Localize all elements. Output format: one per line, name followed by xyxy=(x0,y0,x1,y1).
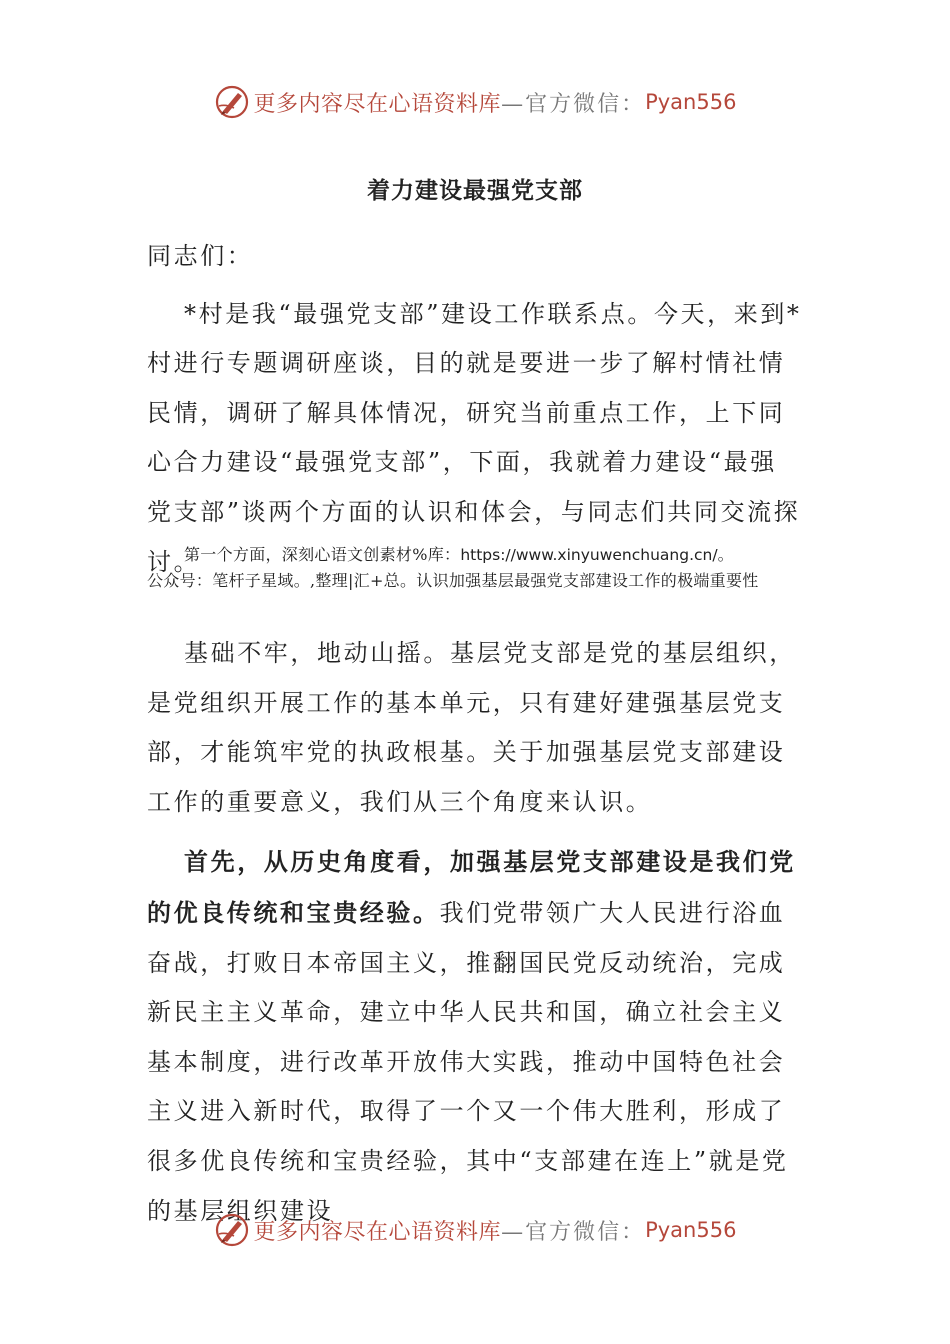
header-banner xyxy=(0,82,950,122)
document-body-top xyxy=(147,232,803,587)
banner-text-dash: —官方微信： xyxy=(501,1219,646,1245)
note-text-1: 第一个方面，深刻心语文创素材%库： xyxy=(184,545,461,564)
paragraph-3 xyxy=(147,837,803,1236)
banner-text-dash: —官方微信： xyxy=(501,91,646,117)
banner-wechat-id: Pyan556 xyxy=(645,1218,737,1242)
banner-text-main: 更多内容尽在心语资料库 xyxy=(253,1219,502,1245)
pen-logo-icon xyxy=(214,1212,250,1248)
note-text-2: 。 xyxy=(717,545,734,564)
banner-text-main: 更多内容尽在心语资料库 xyxy=(253,91,502,117)
banner-wechat-id: Pyan556 xyxy=(645,90,737,114)
paragraph-3-body: 我们党带领广大人民进行浴血奋战，打败日本帝国主义，推翻国民党反动统治，完成新民主主义革命，建立中华人民共和国，确立社会主义基本制度，进行改革开放伟大实践，推动中国特色社会主义进入新时代，取得了一个又一个伟大胜利，形成了很多优良传统和宝贵经验，其中“支部建在连上”就是党的基层组织建设 xyxy=(147,898,789,1225)
paragraph-2: 基础不牢，地动山摇。基层党支部是党的基层组织，是党组织开展工作的基本单元，只有建好建强基层党支部，才能筑牢党的执政根基。关于加强基层党支部建设工作的重要意义，我们从三个角度来认识。 xyxy=(147,639,796,816)
section-heading-note xyxy=(147,542,807,593)
note-line-1 xyxy=(147,542,807,568)
footer-banner xyxy=(0,1210,950,1250)
paragraph-3-lead: 首先，从历史角度看，加强基层党支部建设是我们党的优良传统和宝贵经验。 xyxy=(147,847,796,927)
salutation: 同志们： xyxy=(147,242,254,270)
pen-logo-icon xyxy=(214,84,250,120)
paragraph-1: *村是我“最强党支部”建设工作联系点。今天，来到*村进行专题调研座谈，目的就是要进一步了解村情社情民情，调研了解具体情况，研究当前重点工作，上下同心合力建设“最强党支部”，下面，我就着力建设“最强党支部”谈两个方面的认识和体会，与同志们共同交流探讨。 xyxy=(147,299,802,576)
document-title: 着力建设最强党支部 xyxy=(367,177,583,204)
document-body-bottom xyxy=(147,629,803,1236)
note-line-2: 公众号：笔杆子星域。,整理|汇+总。认识加强基层最强党支部建设工作的极端重要性 xyxy=(147,571,759,590)
note-url: https://www.xinyuwenchuang.cn/ xyxy=(460,546,718,564)
